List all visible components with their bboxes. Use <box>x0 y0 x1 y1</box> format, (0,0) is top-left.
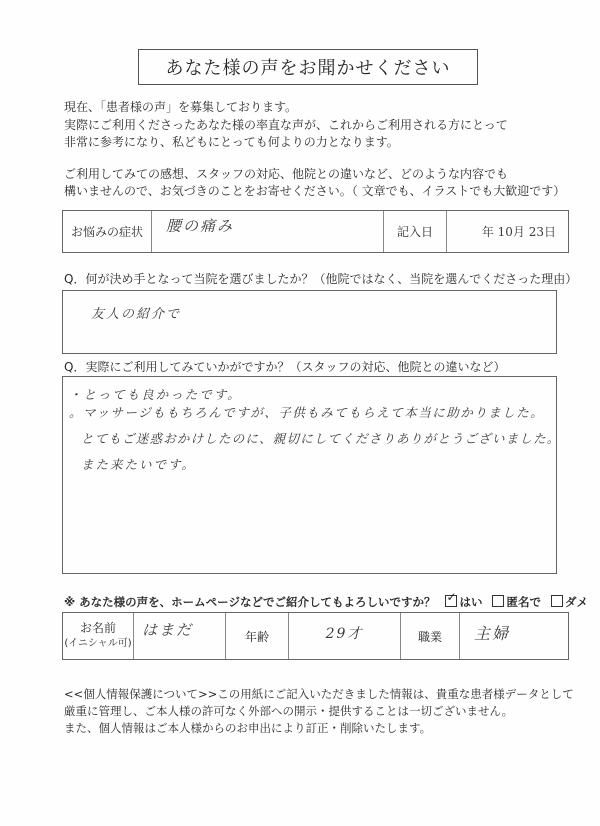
consent-no-checkbox[interactable] <box>551 595 563 607</box>
notice-line: 厳重に管理し、ご本人様の許可なく外部への開示・提供することは一切ございません。 <box>64 704 514 718</box>
job-value: 主婦 <box>474 624 511 643</box>
answer-1-box[interactable] <box>62 290 557 354</box>
page-title <box>138 49 478 85</box>
intro-paragraph-1 <box>64 99 584 152</box>
question-2-text: Q．実際にご利用してみていかがですか？（スタッフの対応、他院との違いなど） <box>64 360 506 374</box>
name-value-cell[interactable] <box>134 613 226 659</box>
consent-anonymous-checkbox[interactable] <box>492 595 504 607</box>
job-label: 職業 <box>417 629 442 644</box>
symptom-label-cell <box>63 211 152 252</box>
answer-1-text: 友人の紹介で <box>91 307 182 322</box>
intro-line: 構いませんので、お気づきのことをお寄せください。（ 文章でも、イラストでも大歓迎です） <box>64 184 566 198</box>
age-value-cell[interactable] <box>289 613 401 659</box>
consent-yes-checkbox[interactable] <box>445 595 457 607</box>
answer-2-box[interactable] <box>62 376 561 574</box>
symptom-value-cell[interactable] <box>152 211 384 252</box>
intro-text <box>64 99 584 217</box>
question-1-text: Q．何が決め手となって当院を選びましたか？（他院ではなく、当院を選んでくださった理由） <box>64 272 578 286</box>
name-value: はまだ <box>142 621 194 639</box>
date-label: 記入日 <box>396 225 433 239</box>
age-label: 年齢 <box>244 629 269 644</box>
consent-question-text: ※ あなた様の声を、ホームページなどでご紹介してもよろしいですか？ <box>64 595 436 609</box>
name-label: お名前 <box>79 621 116 635</box>
consent-question <box>64 594 588 610</box>
profile-row <box>62 612 569 660</box>
question-2 <box>64 358 505 375</box>
symptom-row <box>62 210 569 253</box>
notice-line: また、個人情報はご本人様からのお申出により訂正・削除いたします。 <box>64 721 432 735</box>
intro-line: 現在、「患者様の声」を募集しております。 <box>64 100 298 114</box>
intro-paragraph-2 <box>64 166 584 201</box>
answer-2-line: ・とっても良かったです。 <box>69 387 242 402</box>
notice-line: <<個人情報保護について>>この用紙にご記入いただきました情報は、貴重な患者様データとして <box>64 687 574 701</box>
symptom-label: お悩みの症状 <box>70 225 143 239</box>
name-sub-label: (イニシャル可) <box>64 638 132 649</box>
consent-anonymous-label: 匿名で <box>506 595 541 609</box>
question-1 <box>64 270 577 287</box>
page-title-text: あなた様の声をお聞かせください <box>165 58 451 79</box>
privacy-notice <box>64 686 584 737</box>
name-label-cell <box>63 613 134 659</box>
date-value-cell[interactable] <box>447 211 568 252</box>
job-label-cell <box>401 613 460 659</box>
answer-2-line: また来たいです。 <box>81 457 197 472</box>
age-label-cell <box>226 613 289 659</box>
intro-line: 実際にご利用くださったあなた様の率直な声が、これからご利用される方にとって <box>64 117 508 132</box>
date-label-cell <box>384 211 447 252</box>
answer-2-line: とてもご迷惑おかけしたのに、親切にしてくださりありがとうございました。 <box>81 431 561 446</box>
date-value: 年 10月 23日 <box>481 225 556 239</box>
symptom-value: 腰の痛み <box>166 217 235 235</box>
consent-no-label: ダメ <box>565 595 588 609</box>
intro-line: ご利用してみての感想、スタッフの対応、他院との違いなど、どのような内容でも <box>64 166 509 181</box>
answer-2-line: 。マッサージももちろんですが、子供もみてもらえて本当に助かりました。 <box>69 405 545 420</box>
age-value: 29才 <box>325 626 364 642</box>
job-value-cell[interactable] <box>460 613 568 659</box>
intro-line: 非常に参考になり、私どもにとっても何よりの力となります。 <box>64 135 399 149</box>
consent-yes-label: はい <box>459 595 483 609</box>
